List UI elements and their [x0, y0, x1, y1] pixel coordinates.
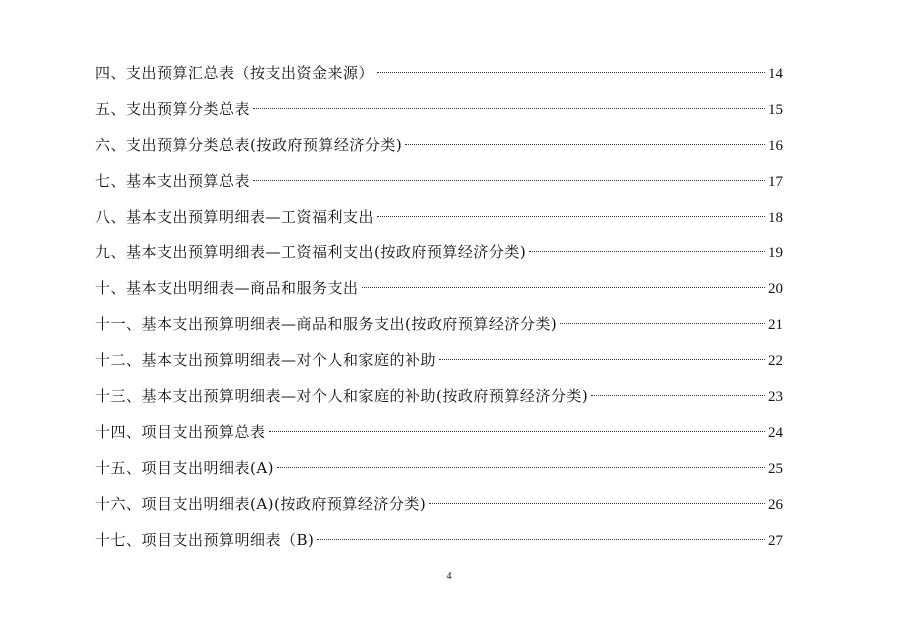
- dot-leader: [362, 287, 765, 288]
- toc-entry-25[interactable]: [95, 456, 783, 492]
- toc-entry-27[interactable]: [95, 528, 783, 564]
- toc-entry-20[interactable]: [95, 276, 783, 312]
- toc-entry-title: 十五、项目支出明细表(A): [95, 458, 275, 477]
- toc-entry-title: 五、支出预算分类总表: [95, 99, 251, 118]
- toc-entry-page: 20: [768, 281, 783, 298]
- toc-entry-page: 22: [768, 353, 783, 370]
- toc-entry-title: 十一、基本支出预算明细表—商品和服务支出(按政府预算经济分类): [95, 315, 558, 334]
- dot-leader: [429, 503, 765, 504]
- dot-leader: [253, 108, 765, 109]
- toc-entry-page: 14: [768, 66, 783, 82]
- toc-entry-16[interactable]: [95, 133, 783, 169]
- toc-entry-page: 21: [768, 317, 783, 334]
- dot-leader: [253, 180, 765, 181]
- dot-leader: [317, 539, 765, 540]
- toc-entry-title: 四、支出预算汇总表（按支出资金来源）: [95, 64, 375, 82]
- toc-entry-title: 七、基本支出预算总表: [95, 171, 251, 190]
- toc-entry-title: 六、支出预算分类总表(按政府预算经济分类): [95, 135, 403, 154]
- toc-entry-page: 23: [768, 389, 783, 406]
- toc-entry-title: 十七、项目支出预算明细表（B): [95, 530, 315, 549]
- dot-leader: [439, 359, 765, 360]
- table-of-contents: [95, 61, 783, 563]
- dot-leader: [269, 431, 765, 432]
- toc-entry-21[interactable]: [95, 312, 783, 348]
- page-number: 4: [446, 571, 452, 582]
- toc-entry-page: 18: [768, 209, 783, 226]
- toc-entry-page: 15: [768, 101, 783, 118]
- toc-entry-24[interactable]: [95, 420, 783, 456]
- dot-leader: [560, 323, 765, 324]
- toc-entry-page: 16: [768, 137, 783, 154]
- dot-leader: [377, 72, 765, 73]
- toc-entry-title: 十四、项目支出预算总表: [95, 422, 266, 441]
- dot-leader: [591, 395, 765, 396]
- toc-entry-page: 27: [768, 532, 783, 549]
- dot-leader: [529, 251, 765, 252]
- dot-leader: [377, 216, 765, 217]
- toc-entry-page: 19: [768, 245, 783, 262]
- toc-entry-page: 26: [768, 496, 783, 513]
- toc-entry-title: 九、基本支出预算明细表—工资福利支出(按政府预算经济分类): [95, 243, 527, 262]
- toc-entry-title: 十、基本支出明细表—商品和服务支出: [95, 279, 359, 298]
- toc-entry-page: 25: [768, 460, 783, 477]
- toc-entry-17[interactable]: [95, 169, 783, 205]
- toc-entry-14[interactable]: [95, 61, 783, 97]
- toc-entry-15[interactable]: [95, 97, 783, 133]
- toc-entry-title: 十三、基本支出预算明细表—对个人和家庭的补助(按政府预算经济分类): [95, 387, 589, 406]
- toc-entry-page: 24: [768, 424, 783, 441]
- toc-entry-23[interactable]: [95, 384, 783, 420]
- toc-entry-19[interactable]: [95, 240, 783, 276]
- toc-entry-title: 十二、基本支出预算明细表—对个人和家庭的补助: [95, 351, 437, 370]
- toc-entry-26[interactable]: [95, 492, 783, 528]
- dot-leader: [405, 144, 765, 145]
- toc-entry-title: 十六、项目支出明细表(A)(按政府预算经济分类): [95, 494, 427, 513]
- toc-entry-22[interactable]: [95, 348, 783, 384]
- toc-entry-page: 17: [768, 173, 783, 190]
- toc-entry-18[interactable]: [95, 205, 783, 241]
- toc-entry-title: 八、基本支出预算明细表—工资福利支出: [95, 207, 375, 226]
- dot-leader: [277, 467, 765, 468]
